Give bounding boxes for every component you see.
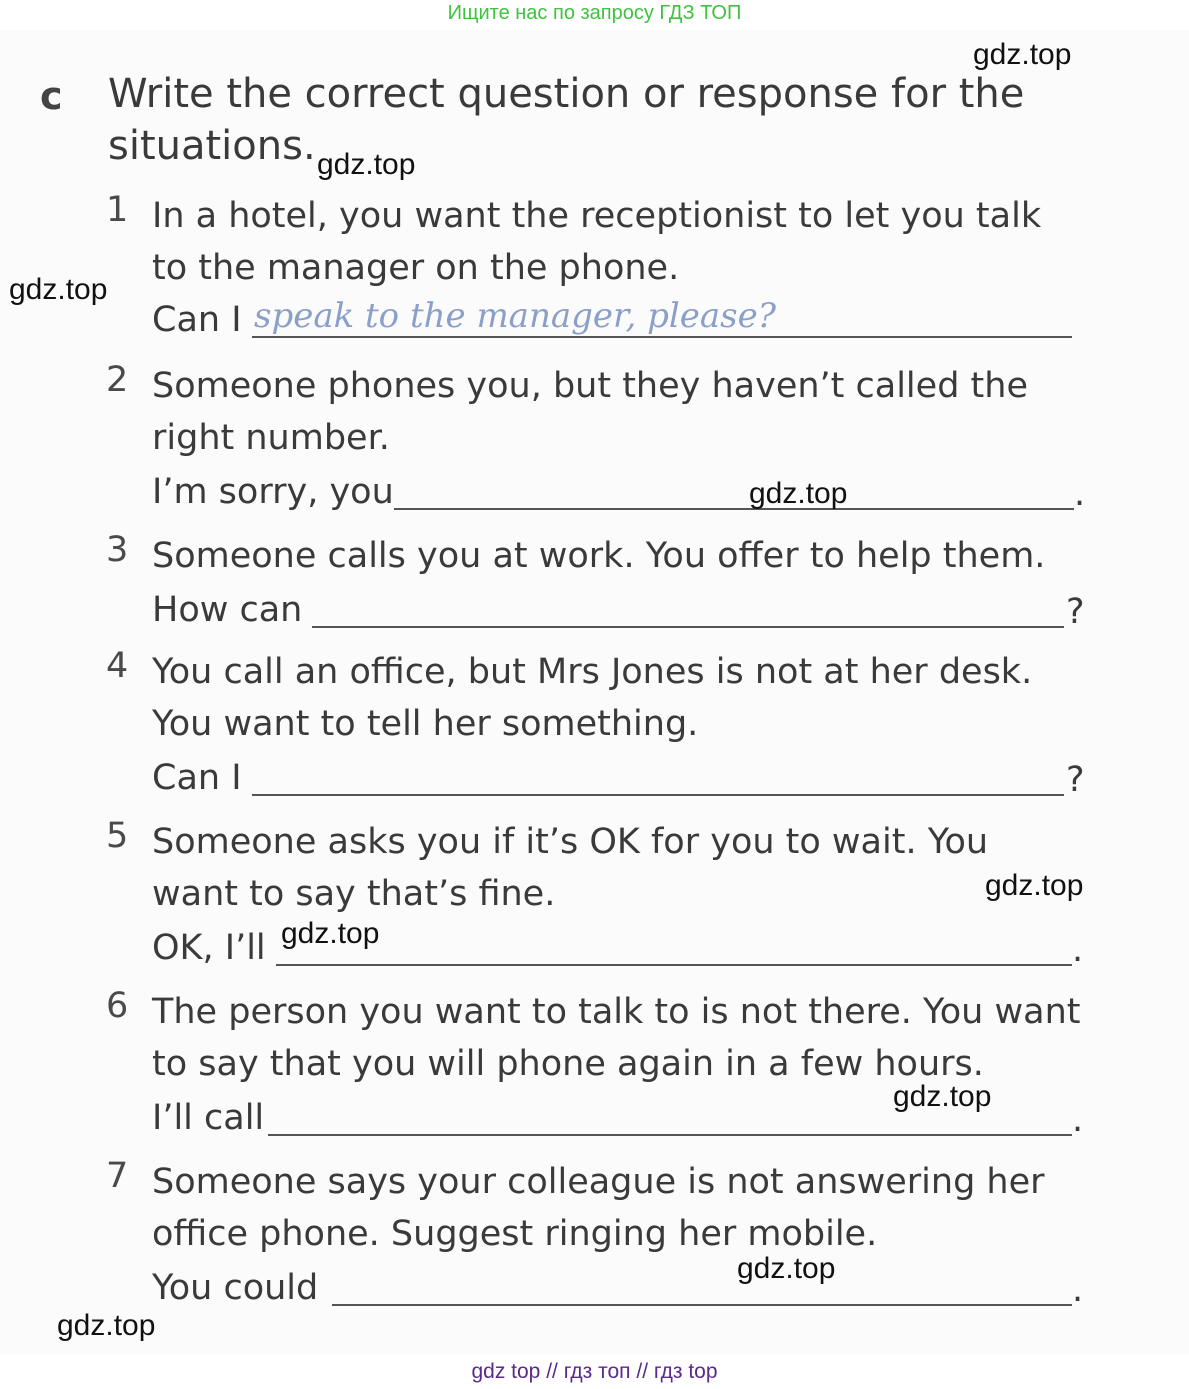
end-punctuation: ? <box>1066 592 1085 632</box>
answer-stem: OK, I’ll <box>152 928 266 968</box>
item-prompt: The person you want to talk to is not there. You want to say that you will phone again in a few hours. <box>152 992 1081 1084</box>
answer-stem: I’m sorry, you <box>152 472 394 512</box>
watermark: gdz.top <box>985 869 1084 902</box>
answer-stem: I’ll call <box>152 1098 265 1138</box>
answer-blank[interactable] <box>268 1134 1072 1136</box>
watermark: gdz.top <box>281 917 380 950</box>
item-number: 5 <box>106 816 129 856</box>
answer-stem: How can <box>152 590 303 630</box>
watermark: gdz.top <box>737 1252 836 1285</box>
answer-blank[interactable] <box>252 794 1064 796</box>
item-prompt: You call an office, but Mrs Jones is not at her desk. You want to tell her something. <box>152 652 1033 744</box>
answer-stem: Can I <box>152 300 242 340</box>
item-number: 2 <box>106 360 129 400</box>
end-punctuation: ? <box>1066 760 1085 800</box>
item-prompt: Someone phones you, but they haven’t called the right number. <box>152 366 1028 458</box>
end-punctuation: . <box>1072 930 1084 970</box>
answer-line <box>152 470 1092 522</box>
watermark: gdz.top <box>9 273 108 306</box>
answer-blank[interactable] <box>312 626 1064 628</box>
answer-line <box>152 1266 1092 1318</box>
end-punctuation: . <box>1072 1100 1084 1140</box>
watermark: gdz.top <box>57 1309 156 1342</box>
answer-line <box>152 588 1092 640</box>
watermark: gdz.top <box>893 1080 992 1113</box>
end-punctuation: . <box>1074 474 1086 514</box>
end-punctuation: . <box>1072 1270 1084 1310</box>
section-letter: c <box>40 74 63 118</box>
watermark: gdz.top <box>973 38 1072 71</box>
item-number: 4 <box>106 646 129 686</box>
answer-blank[interactable] <box>252 336 1072 338</box>
answer-line <box>152 756 1092 808</box>
top-banner: Ищите нас по запросу ГДЗ ТОП <box>447 2 742 24</box>
answer-stem: Can I <box>152 758 242 798</box>
item-prompt: Someone calls you at work. You offer to help them. <box>152 536 1046 576</box>
answer-blank[interactable] <box>276 964 1072 966</box>
answer-blank[interactable] <box>332 1304 1072 1306</box>
item-number: 3 <box>106 530 129 570</box>
sample-answer: speak to the manager, please? <box>254 296 776 336</box>
answer-line <box>152 298 1092 350</box>
answer-stem: You could <box>152 1268 319 1308</box>
item-number: 6 <box>106 986 129 1026</box>
answer-blank[interactable] <box>394 508 1074 510</box>
item-number: 7 <box>106 1156 129 1196</box>
item-prompt: In a hotel, you want the receptionist to let you talk to the manager on the phone. <box>152 196 1042 288</box>
watermark: gdz.top <box>317 148 416 181</box>
watermark: gdz.top <box>749 477 848 510</box>
item-prompt: Someone asks you if it’s OK for you to wait. You want to say that’s fine. <box>152 822 989 914</box>
exercise-instruction: Write the correct question or response for the situations. <box>108 71 1025 169</box>
item-number: 1 <box>106 190 129 230</box>
footer-links: gdz top // гдз топ // гдз top <box>471 1360 718 1383</box>
item-prompt: Someone says your colleague is not answering her office phone. Suggest ringing her mobile. <box>152 1162 1045 1254</box>
